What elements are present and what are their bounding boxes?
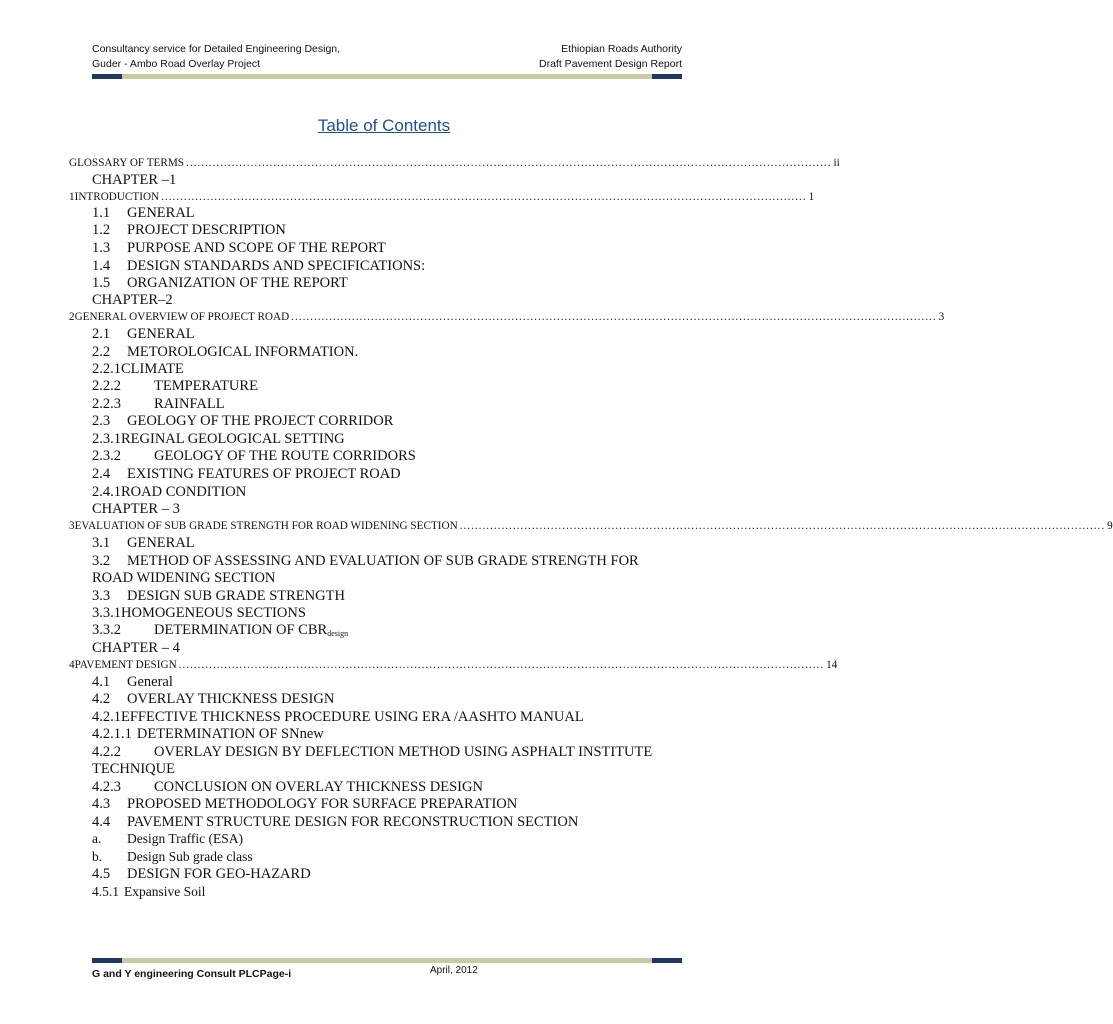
- toc-entry-2-3-2[interactable]: [92, 448, 416, 465]
- toc-entry-2-4[interactable]: [92, 466, 401, 483]
- section-number: 2.4.1: [92, 484, 121, 500]
- section-number: 2.3.2: [92, 448, 121, 464]
- section-title: METOROLOGICAL INFORMATION.: [127, 344, 359, 360]
- section-number: 3.2: [92, 553, 111, 569]
- section-number: 4.2.1: [92, 709, 121, 725]
- section-title: GENERAL: [127, 326, 195, 342]
- toc-entry-3-1[interactable]: [92, 535, 195, 552]
- section-number: 2.4: [92, 466, 111, 482]
- section-title: GENERAL: [127, 205, 195, 221]
- section-number: 2.3: [92, 413, 111, 429]
- section-number: 4.2.3: [92, 779, 121, 795]
- section-number: 1.3: [92, 240, 111, 256]
- section-title: ORGANIZATION OF THE REPORT: [127, 275, 348, 291]
- toc-entry-4-5-1[interactable]: [92, 884, 205, 900]
- section-number: 4.2.1.1: [92, 726, 132, 742]
- header-client-line1: Ethiopian Roads Authority: [561, 43, 682, 55]
- section-title: General: [127, 674, 173, 690]
- toc-entry-4-2-3[interactable]: [92, 779, 483, 796]
- section-number: 4.2.2: [92, 744, 121, 760]
- toc-entry-2-2-1[interactable]: [92, 361, 184, 378]
- section-number: a.: [92, 831, 102, 846]
- section-number: 2.2.2: [92, 378, 121, 394]
- section-title: PROPOSED METHODOLOGY FOR SURFACE PREPARATION: [127, 796, 518, 812]
- section-number: 3.3.2: [92, 622, 121, 638]
- toc-entry-chapter-3[interactable]: [69, 520, 1113, 532]
- section-title: PAVEMENT STRUCTURE DESIGN FOR RECONSTRUCTION SECTION: [127, 814, 579, 830]
- section-title: DETERMINATION OF CBR: [154, 622, 328, 638]
- toc-entry-text: 4PAVEMENT DESIGN: [69, 659, 177, 671]
- toc-entry-page: 1: [808, 191, 815, 203]
- toc-entry-page: ii: [833, 157, 840, 169]
- section-title: EXISTING FEATURES OF PROJECT ROAD: [127, 466, 401, 482]
- section-title: DESIGN STANDARDS AND SPECIFICATIONS:: [127, 258, 426, 274]
- section-title: GENERAL: [127, 535, 195, 551]
- toc-entry-4-2-1-1[interactable]: [92, 726, 324, 743]
- leader-dots: ..........................................................................................................................................................................: [178, 659, 825, 671]
- toc-entry-4-5[interactable]: [92, 866, 311, 883]
- toc-entry-4-4[interactable]: [92, 814, 578, 831]
- section-title: PROJECT DESCRIPTION: [127, 222, 286, 238]
- toc-entry-1-4[interactable]: [92, 258, 425, 275]
- toc-entry-4-2-1[interactable]: [92, 709, 584, 726]
- section-number: 4.1: [92, 674, 111, 690]
- section-number: 1.2: [92, 222, 111, 238]
- footer-date: April, 2012: [430, 965, 478, 976]
- toc-entry-1-2[interactable]: [92, 222, 286, 239]
- section-title: PURPOSE AND SCOPE OF THE REPORT: [127, 240, 386, 256]
- footer-rule: [92, 958, 682, 963]
- section-number: 1.1: [92, 205, 111, 221]
- toc-entry-1-5[interactable]: [92, 275, 348, 292]
- footer-company: G and Y engineering Consult PLCPage-i: [92, 968, 292, 980]
- toc-entry-chapter-2[interactable]: [69, 311, 945, 323]
- section-title: DESIGN SUB GRADE STRENGTH: [127, 588, 345, 604]
- toc-entry-2-2-3[interactable]: [92, 396, 225, 413]
- footer-rule-right-cap: [652, 958, 682, 963]
- section-title: DESIGN FOR GEO-HAZARD: [127, 866, 311, 882]
- toc-entry-3-3-2[interactable]: [92, 622, 348, 639]
- toc-entry-2-1[interactable]: [92, 326, 195, 343]
- toc-entry-text: 2GENERAL OVERVIEW OF PROJECT ROAD: [69, 311, 290, 323]
- toc-entry-glossary[interactable]: [69, 157, 840, 169]
- chapter-heading: CHAPTER–2: [92, 292, 173, 308]
- section-number: 3.3.1: [92, 605, 121, 621]
- section-number: 2.1: [92, 326, 111, 342]
- section-number: 2.2: [92, 344, 111, 360]
- toc-entry-chapter-1[interactable]: [69, 191, 815, 203]
- section-title: Expansive Soil: [124, 884, 206, 899]
- chapter-heading: CHAPTER – 3: [92, 501, 180, 517]
- leader-dots: ..........................................................................................................................................................................: [459, 520, 1106, 532]
- toc-entry-1-3[interactable]: [92, 240, 386, 257]
- toc-entry-page: 9: [1107, 520, 1113, 532]
- section-number: b.: [92, 849, 103, 864]
- section-number: 3.1: [92, 535, 111, 551]
- toc-entry-text: 1INTRODUCTION: [69, 191, 160, 203]
- section-title: HOMOGENEOUS SECTIONS: [121, 605, 306, 621]
- toc-entry-a[interactable]: [92, 831, 243, 847]
- toc-entry-2-2-2[interactable]: [92, 378, 258, 395]
- toc-entry-4-2-2[interactable]: [92, 744, 652, 761]
- chapter-heading: CHAPTER –1: [92, 172, 177, 188]
- leader-dots: ..........................................................................................................................................................................: [161, 191, 807, 203]
- toc-entry-4-1[interactable]: [92, 674, 173, 691]
- toc-entry-4-2-2-continued: TECHNIQUE: [92, 761, 175, 777]
- section-title: REGINAL GEOLOGICAL SETTING: [121, 431, 345, 447]
- section-number: 4.5: [92, 866, 111, 882]
- toc-entry-b[interactable]: [92, 849, 253, 865]
- section-title: DETERMINATION OF SNnew: [136, 726, 324, 742]
- section-title: TEMPERATURE: [154, 378, 258, 394]
- toc-entry-4-2[interactable]: [92, 691, 334, 708]
- leader-dots: ..........................................................................................................................................................................: [186, 157, 832, 169]
- toc-entry-3-2-continued: ROAD WIDENING SECTION: [92, 570, 276, 586]
- toc-entry-3-3[interactable]: [92, 588, 345, 605]
- section-title: Design Traffic (ESA): [127, 831, 243, 846]
- toc-entry-2-2[interactable]: [92, 344, 358, 361]
- toc-entry-1-1[interactable]: [92, 205, 195, 222]
- header-project-line1: Consultancy service for Detailed Engineering Design,: [92, 43, 341, 55]
- header-client-line2: Draft Pavement Design Report: [539, 58, 682, 70]
- section-title: RAINFALL: [154, 396, 225, 412]
- section-number: 4.4: [92, 814, 111, 830]
- section-number: 2.2.1: [92, 361, 121, 377]
- toc-entry-2-3-1[interactable]: [92, 431, 345, 448]
- section-number: 4.5.1: [92, 884, 119, 899]
- toc-entry-2-3[interactable]: [92, 413, 393, 430]
- section-number: 4.3: [92, 796, 111, 812]
- section-number: 4.2: [92, 691, 111, 707]
- toc-entry-3-3-1[interactable]: [92, 605, 306, 622]
- section-title: CONCLUSION ON OVERLAY THICKNESS DESIGN: [154, 779, 483, 795]
- section-number: 2.3.1: [92, 431, 121, 447]
- toc-entry-text: 3EVALUATION OF SUB GRADE STRENGTH FOR ROAD WIDENING SECTION: [69, 520, 458, 532]
- toc-entry-4-3[interactable]: [92, 796, 517, 813]
- section-title: OVERLAY DESIGN BY DEFLECTION METHOD USING ASPHALT INSTITUTE: [154, 744, 653, 760]
- section-number: 1.5: [92, 275, 111, 291]
- toc-entry-chapter-4[interactable]: [69, 659, 838, 671]
- section-number: 1.4: [92, 258, 111, 274]
- section-title: GEOLOGY OF THE ROUTE CORRIDORS: [154, 448, 416, 464]
- footer-rule-left-cap: [92, 958, 122, 963]
- section-title: CLIMATE: [121, 361, 184, 377]
- section-title: Design Sub grade class: [127, 849, 253, 864]
- toc-entry-page: 14: [826, 659, 838, 671]
- header-project-line2: Guder - Ambo Road Overlay Project: [92, 58, 261, 70]
- toc-entry-page: 3: [938, 311, 945, 323]
- toc-entry-2-4-1[interactable]: [92, 484, 246, 501]
- section-number: 2.2.3: [92, 396, 121, 412]
- section-title: EFFECTIVE THICKNESS PROCEDURE USING ERA /AASHTO MANUAL: [121, 709, 584, 725]
- toc-title: Table of Contents: [317, 116, 451, 135]
- section-title: METHOD OF ASSESSING AND EVALUATION OF SUB GRADE STRENGTH FOR: [127, 553, 639, 569]
- toc-entry-text: GLOSSARY OF TERMS: [69, 157, 185, 169]
- toc-entry-3-2[interactable]: [92, 553, 639, 570]
- section-title: OVERLAY THICKNESS DESIGN: [127, 691, 335, 707]
- chapter-heading: CHAPTER – 4: [92, 640, 180, 656]
- section-number: 3.3: [92, 588, 111, 604]
- leader-dots: ..........................................................................................................................................................................: [291, 311, 937, 323]
- section-title: ROAD CONDITION: [121, 484, 247, 500]
- section-title: GEOLOGY OF THE PROJECT CORRIDOR: [127, 413, 394, 429]
- section-title-subscript: design: [327, 629, 349, 638]
